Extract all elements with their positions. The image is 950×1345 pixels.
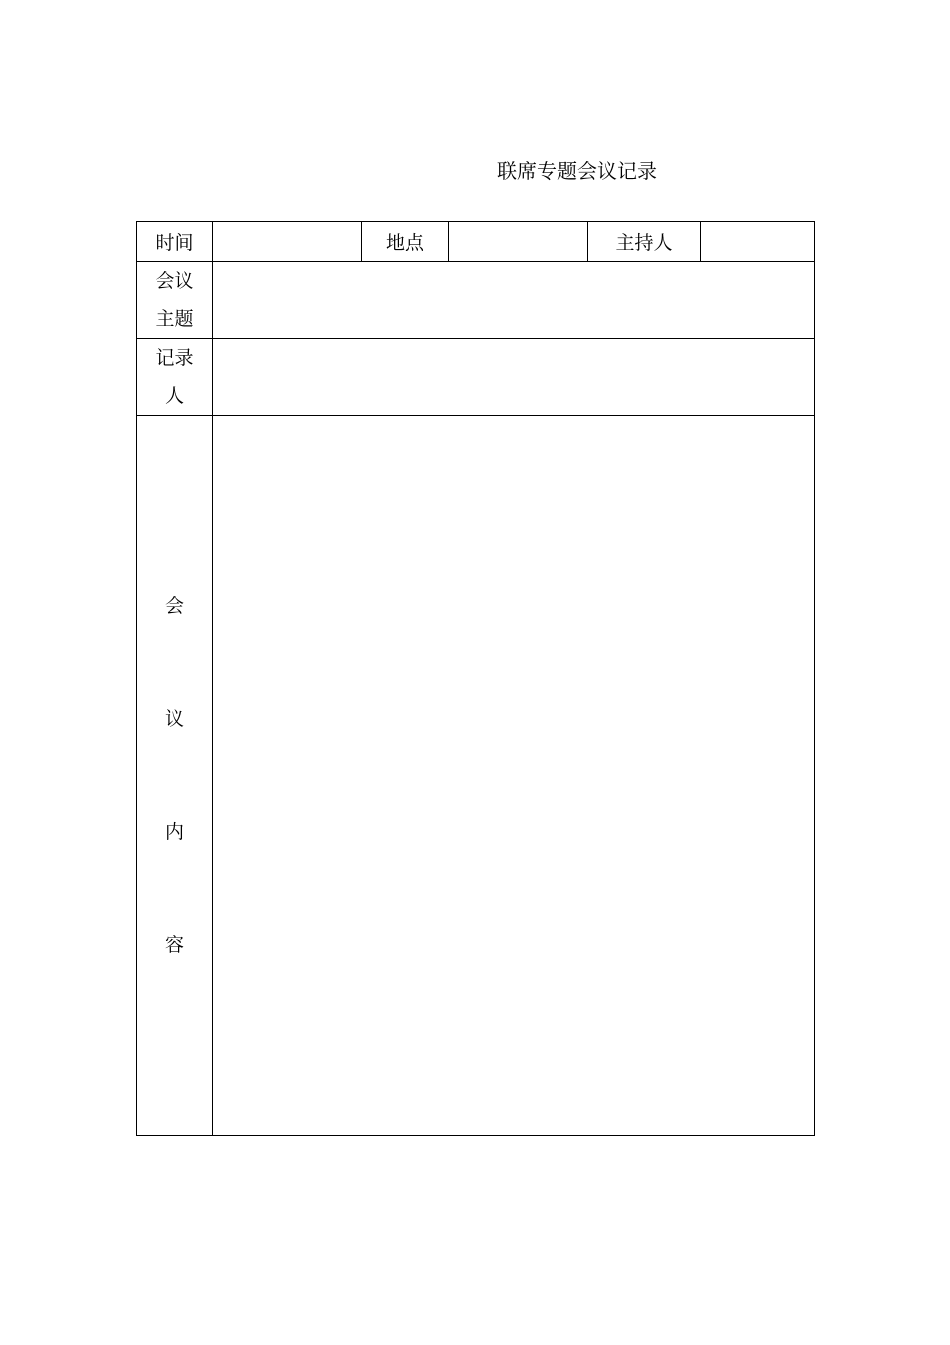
- form-row-meta: [137, 222, 815, 262]
- topic-label: 会议主题: [155, 270, 194, 330]
- form-row-content: [137, 416, 815, 1136]
- content-label: [137, 591, 212, 961]
- content-label-cell: [137, 416, 213, 1136]
- location-field[interactable]: [449, 222, 588, 262]
- topic-label-cell: [137, 262, 213, 339]
- meeting-minutes-form: [136, 221, 815, 1136]
- content-label-char: 内: [164, 821, 184, 844]
- host-label: 主持人: [588, 222, 701, 262]
- topic-field[interactable]: [213, 262, 815, 339]
- recorder-field[interactable]: [213, 339, 815, 416]
- recorder-label-cell: [137, 339, 213, 416]
- content-label-char: 会: [164, 594, 184, 617]
- time-field[interactable]: [213, 222, 362, 262]
- location-label: 地点: [362, 222, 449, 262]
- page-title: 联席专题会议记录: [497, 159, 657, 183]
- content-label-char: 议: [164, 707, 184, 730]
- content-label-char: 容: [164, 934, 184, 957]
- recorder-label: 记录人: [155, 347, 194, 407]
- form-row-topic: [137, 262, 815, 339]
- host-field[interactable]: [701, 222, 815, 262]
- form-row-recorder: [137, 339, 815, 416]
- time-label: 时间: [137, 222, 213, 262]
- content-field[interactable]: [213, 416, 815, 1136]
